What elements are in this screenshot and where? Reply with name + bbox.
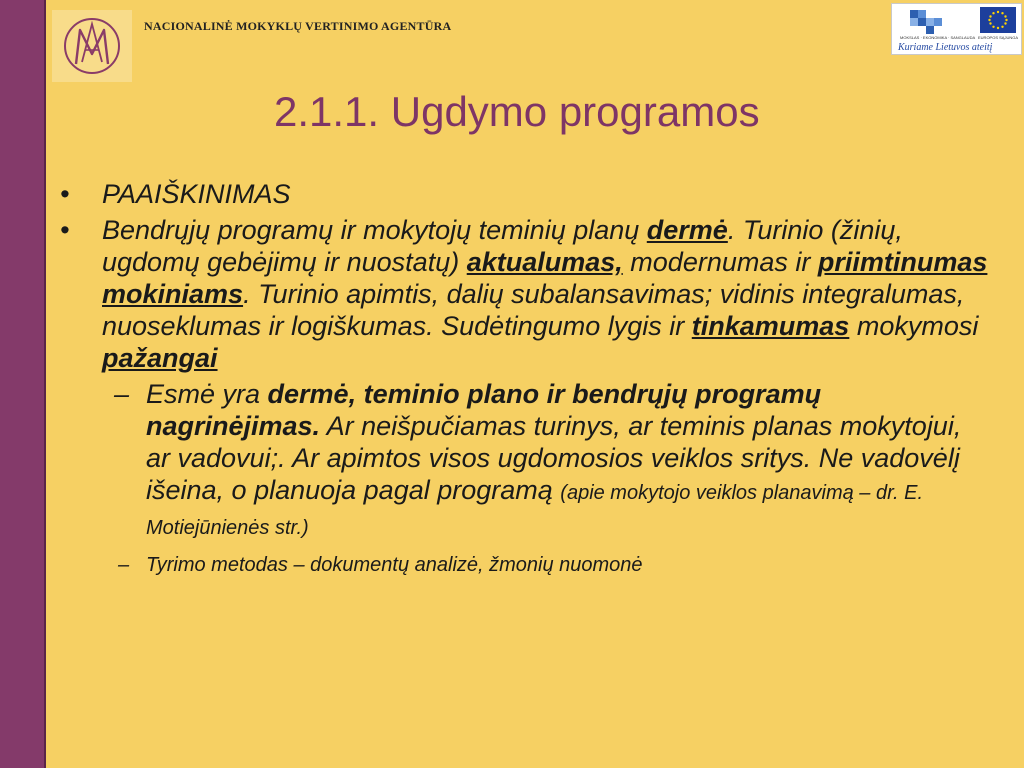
text-run: Ar neišpučiamas turinys, ar teminis planas mokytojui, ar vadovui;. Ar apimtos visos ugdomosios veiklos sritys. Ne vadovėlį išeina, o planuoja pagal programą	[146, 411, 962, 505]
underlined-term: pažangai	[102, 343, 218, 373]
text-run: . Turinio apimtis, dalių subalansavimas; vidinis integralumas, nuoseklumas ir logiškumas. Sudėtingumo lygis ir	[102, 279, 965, 341]
text-run: Bendrųjų programų ir mokytojų teminių planų	[102, 215, 647, 245]
source-note: (apie mokytojo veiklos planavimą – dr. E. Motiejūnienės str.)	[146, 482, 924, 539]
bullet-text-explanation: PAAIŠKINIMAS	[102, 179, 291, 209]
bullet-item	[60, 178, 990, 210]
text-run: mokymosi	[849, 311, 979, 341]
dash-marker: –	[118, 554, 130, 576]
text-run: Esmė yra	[146, 379, 268, 409]
underlined-term: priimtinumas mokiniams	[102, 247, 988, 309]
bullet-marker: •	[60, 215, 70, 245]
sub-bullet-item	[60, 378, 990, 544]
eu-left-caption: MOKSLAS · EKONOMIKA · SANGLAUDA	[900, 35, 976, 40]
left-accent-bar	[0, 0, 46, 768]
dash-marker: –	[114, 379, 130, 409]
sub-bullet-item	[60, 552, 990, 578]
eu-puzzle-icon	[906, 8, 946, 36]
underlined-term: tinkamumas	[691, 311, 850, 341]
eu-flag-icon	[980, 7, 1016, 33]
slide-title: 2.1.1. Ugdymo programos	[274, 88, 760, 135]
research-method-text: Tyrimo metodas – dokumentų analizė, žmonių nuomonė	[146, 554, 643, 576]
bold-phrase: dermė, teminio plano ir bendrųjų programų nagrinėjimas.	[146, 379, 822, 441]
underlined-term: dermė	[646, 215, 728, 245]
eu-right-caption: EUROPOS SĄJUNGA	[978, 35, 1019, 40]
slide-body	[60, 178, 990, 578]
text-run: . Turinio (žinių, ugdomų gebėjimų ir nuostatų)	[102, 215, 903, 277]
agency-name: NACIONALINĖ MOKYKLŲ VERTINIMO AGENTŪRA	[144, 19, 452, 33]
eu-slogan: Kuriame Lietuvos ateitį	[898, 42, 993, 53]
bullet-marker: •	[60, 179, 70, 209]
text-run: modernumas ir	[622, 247, 818, 277]
nmva-monogram-icon	[52, 10, 132, 82]
eu-funding-logo	[891, 3, 1022, 55]
bullet-item	[60, 214, 990, 374]
underlined-term: aktualumas,	[466, 247, 623, 277]
